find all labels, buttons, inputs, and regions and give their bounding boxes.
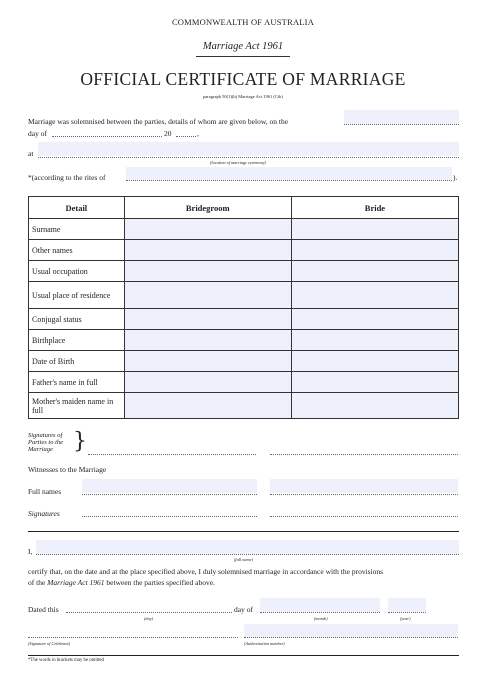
table-row xyxy=(29,282,459,309)
row-label: Usual place of residence xyxy=(29,282,125,309)
paragraph-reference: paragraph 50(1)(b) Marriage Act 1961 (Cth) xyxy=(203,94,283,99)
bridegroom-occupation-field[interactable] xyxy=(124,261,291,282)
bridegroom-mother-field[interactable] xyxy=(124,393,291,419)
table-row xyxy=(29,351,459,372)
footnote: *The words in brackets may be omitted xyxy=(28,658,104,663)
table-row xyxy=(29,240,459,261)
table-row xyxy=(29,309,459,330)
table-row xyxy=(29,372,459,393)
bridegroom-birthplace-field[interactable] xyxy=(124,330,291,351)
row-label: Mother's maiden name in full xyxy=(29,393,125,419)
location-dots xyxy=(38,157,459,158)
row-label: Other names xyxy=(29,240,125,261)
row-label: Birthplace xyxy=(29,330,125,351)
witness1-name-field[interactable] xyxy=(82,479,257,493)
table-row xyxy=(29,330,459,351)
authorisation-dots xyxy=(244,637,458,638)
groom-signature-line[interactable] xyxy=(88,454,256,455)
location-caption: (location of marriage ceremony) xyxy=(210,160,267,165)
at-label: at xyxy=(28,149,34,158)
authorisation-field[interactable] xyxy=(244,624,458,637)
row-label: Usual occupation xyxy=(29,261,125,282)
certify-line-2 xyxy=(28,578,215,587)
witness2-name-dots xyxy=(270,494,458,495)
bridegroom-dob-field[interactable] xyxy=(124,351,291,372)
col-detail: Detail xyxy=(29,197,125,219)
bridegroom-surname-field[interactable] xyxy=(124,219,291,240)
brace-icon: } xyxy=(73,429,87,454)
row-label: Date of Birth xyxy=(29,351,125,372)
certify-suffix: between the parties specified above. xyxy=(106,578,215,587)
commonwealth-heading: COMMONWEALTH OF AUSTRALIA xyxy=(171,17,315,27)
day-caption: (day) xyxy=(144,616,154,621)
col-bridegroom: Bridegroom xyxy=(124,197,291,219)
witness2-signature-line[interactable] xyxy=(270,516,458,517)
footer-divider xyxy=(28,655,459,656)
bridegroom-father-field[interactable] xyxy=(124,372,291,393)
authorisation-caption: (Authorisation number) xyxy=(244,641,285,646)
full-name-caption: (full name) xyxy=(234,557,253,562)
i-label: I, xyxy=(28,547,33,556)
bride-conjugal-field[interactable] xyxy=(291,309,458,330)
rites-dots xyxy=(126,180,452,181)
certify-act: Marriage Act 1961 xyxy=(47,578,105,587)
table-row xyxy=(29,261,459,282)
section-divider xyxy=(28,531,459,532)
row-label: Conjugal status xyxy=(29,309,125,330)
year-dots-2 xyxy=(388,612,426,613)
month-field[interactable] xyxy=(260,598,380,612)
month-dots xyxy=(52,136,162,137)
witnesses-label: Witnesses to the Marriage xyxy=(28,465,107,474)
bride-occupation-field[interactable] xyxy=(291,261,458,282)
signatures-label: Signatures xyxy=(28,509,60,518)
bridegroom-other-names-field[interactable] xyxy=(124,240,291,261)
month-caption: (month) xyxy=(314,616,328,621)
month-dots xyxy=(260,612,380,613)
day-of-label: day of xyxy=(28,129,47,138)
comma: , xyxy=(197,129,199,138)
certify-prefix: of the xyxy=(28,578,46,587)
bride-father-field[interactable] xyxy=(291,372,458,393)
act-underline xyxy=(196,56,290,57)
bride-surname-field[interactable] xyxy=(291,219,458,240)
table-header-row xyxy=(29,197,459,219)
bride-signature-line[interactable] xyxy=(270,454,458,455)
row-label: Surname xyxy=(29,219,125,240)
rites-label: *(according to the rites of xyxy=(28,173,106,182)
witness1-name-dots xyxy=(82,494,257,495)
witness1-signature-line[interactable] xyxy=(82,516,257,517)
year-field[interactable] xyxy=(388,598,426,612)
col-bride: Bride xyxy=(291,197,458,219)
row-label: Father's name in full xyxy=(29,372,125,393)
parties-signature-label: Signatures of Parties to the Marriage xyxy=(28,432,64,453)
date-day-field[interactable] xyxy=(344,110,459,124)
dated-day-line[interactable] xyxy=(66,612,232,613)
rites-field[interactable] xyxy=(126,167,452,180)
year-dots xyxy=(176,136,196,137)
details-table xyxy=(28,196,459,419)
bridegroom-residence-field[interactable] xyxy=(124,282,291,309)
celebrant-name-dots xyxy=(36,554,459,555)
solemnised-text: Marriage was solemnised between the parties, details of whom are given below, on the xyxy=(28,117,289,126)
dated-this-label: Dated this xyxy=(28,605,59,614)
bridegroom-conjugal-field[interactable] xyxy=(124,309,291,330)
year-caption: (year) xyxy=(400,616,411,621)
celebrant-signature-line[interactable] xyxy=(28,637,238,638)
bride-other-names-field[interactable] xyxy=(291,240,458,261)
bride-residence-field[interactable] xyxy=(291,282,458,309)
full-names-label: Full names xyxy=(28,487,62,496)
celebrant-caption: (Signature of Celebrant) xyxy=(28,641,71,646)
table-row xyxy=(29,393,459,419)
date-day-dots xyxy=(344,124,459,125)
location-field[interactable] xyxy=(38,142,459,156)
year-prefix: 20 xyxy=(164,129,172,138)
bride-mother-field[interactable] xyxy=(291,393,458,419)
act-name: Marriage Act 1961 xyxy=(202,41,284,52)
celebrant-name-field[interactable] xyxy=(36,540,459,554)
table-row xyxy=(29,219,459,240)
day-of-label-2: day of xyxy=(234,605,253,614)
witness2-name-field[interactable] xyxy=(270,479,458,493)
rites-close: ). xyxy=(453,173,458,182)
certify-line-1: certify that, on the date and at the place specified above, I duly solemnised marriage in accordance with the provisions xyxy=(28,567,384,576)
bride-dob-field[interactable] xyxy=(291,351,458,372)
bride-birthplace-field[interactable] xyxy=(291,330,458,351)
certificate-title: OFFICIAL CERTIFICATE OF MARRIAGE xyxy=(80,69,406,89)
